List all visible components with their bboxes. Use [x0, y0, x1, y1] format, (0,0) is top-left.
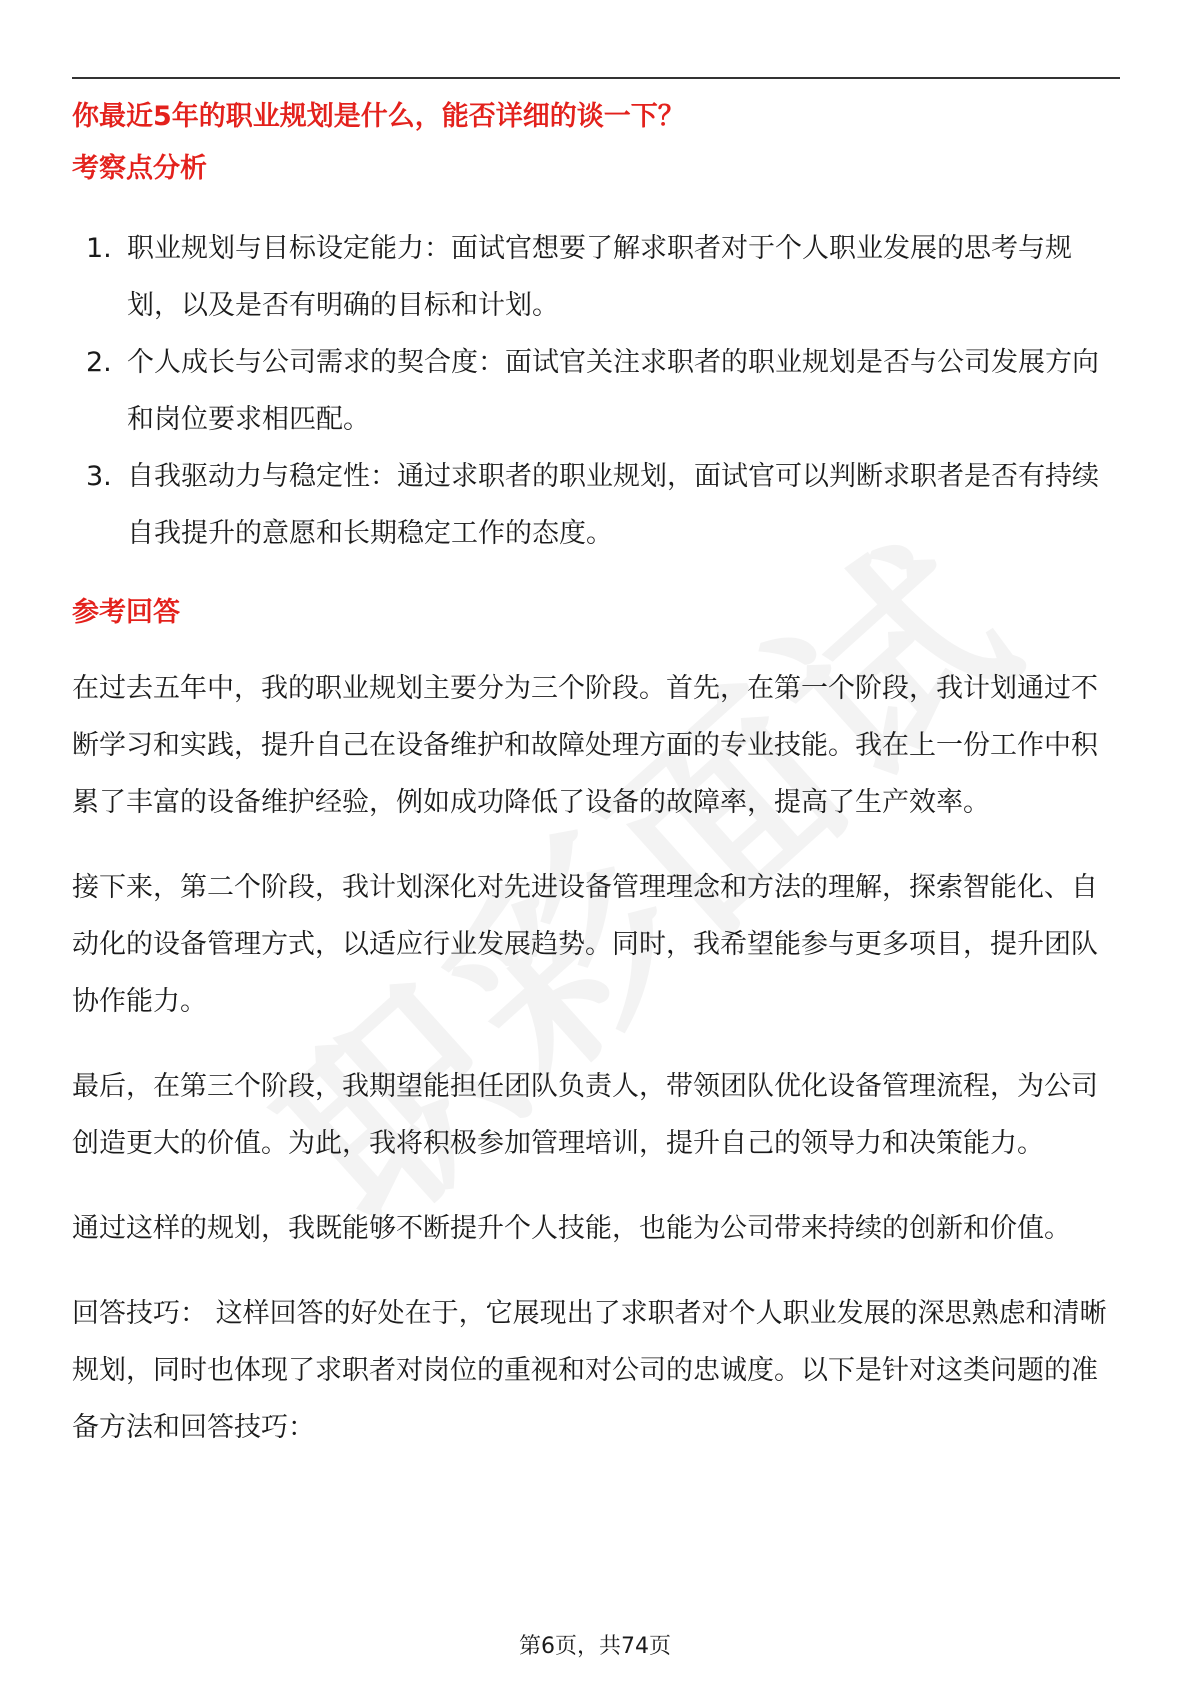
- analysis-point: [72, 448, 1120, 562]
- document-body: [72, 96, 1120, 1456]
- question-title: 你最近5年的职业规划是什么，能否详细的谈一下？: [72, 101, 685, 132]
- point-text: 个人成长与公司需求的契合度：面试官关注求职者的职业规划是否与公司发展方向和岗位要求相匹配。: [127, 347, 1099, 435]
- answer-paragraph: 最后，在第三个阶段，我期望能担任团队负责人，带领团队优化设备管理流程，为公司创造更大的价值。为此，我将积极参加管理培训，提升自己的领导力和决策能力。: [72, 1071, 1098, 1159]
- analysis-points-list: [72, 220, 1120, 562]
- answer-paragraph: 接下来，第二个阶段，我计划深化对先进设备管理理念和方法的理解，探索智能化、自动化的设备管理方式，以适应行业发展趋势。同时，我希望能参与更多项目，提升团队协作能力。: [72, 872, 1098, 1017]
- answer-paragraph: 通过这样的规划，我既能够不断提升个人技能，也能为公司带来持续的创新和价值。: [72, 1213, 1071, 1244]
- analysis-point: [72, 220, 1120, 334]
- analysis-point: [72, 334, 1120, 448]
- answer-tips-paragraph: 回答技巧： 这样回答的好处在于，它展现出了求职者对个人职业发展的深思熟虑和清晰规划，同时也体现了求职者对岗位的重视和对公司的忠诚度。以下是针对这类问题的准备方法和回答技巧：: [72, 1298, 1107, 1443]
- answer-paragraph: 在过去五年中，我的职业规划主要分为三个阶段。首先，在第一个阶段，我计划通过不断学习和实践，提升自己在设备维护和故障处理方面的专业技能。我在上一份工作中积累了丰富的设备维护经验，例如成功降低了设备的故障率，提高了生产效率。: [72, 673, 1098, 818]
- page-number-footer: 第6页，共74页: [519, 1634, 671, 1659]
- point-text: 自我驱动力与稳定性：通过求职者的职业规划，面试官可以判断求职者是否有持续自我提升的意愿和长期稳定工作的态度。: [127, 461, 1099, 549]
- analysis-heading: 考察点分析: [72, 153, 207, 184]
- point-number: 2.: [86, 347, 112, 378]
- point-number: 1.: [86, 233, 112, 264]
- point-number: 3.: [86, 461, 112, 492]
- point-text: 职业规划与目标设定能力：面试官想要了解求职者对于个人职业发展的思考与规划，以及是否有明确的目标和计划。: [127, 233, 1072, 321]
- answer-heading: 参考回答: [72, 597, 180, 628]
- header-divider: [72, 77, 1120, 79]
